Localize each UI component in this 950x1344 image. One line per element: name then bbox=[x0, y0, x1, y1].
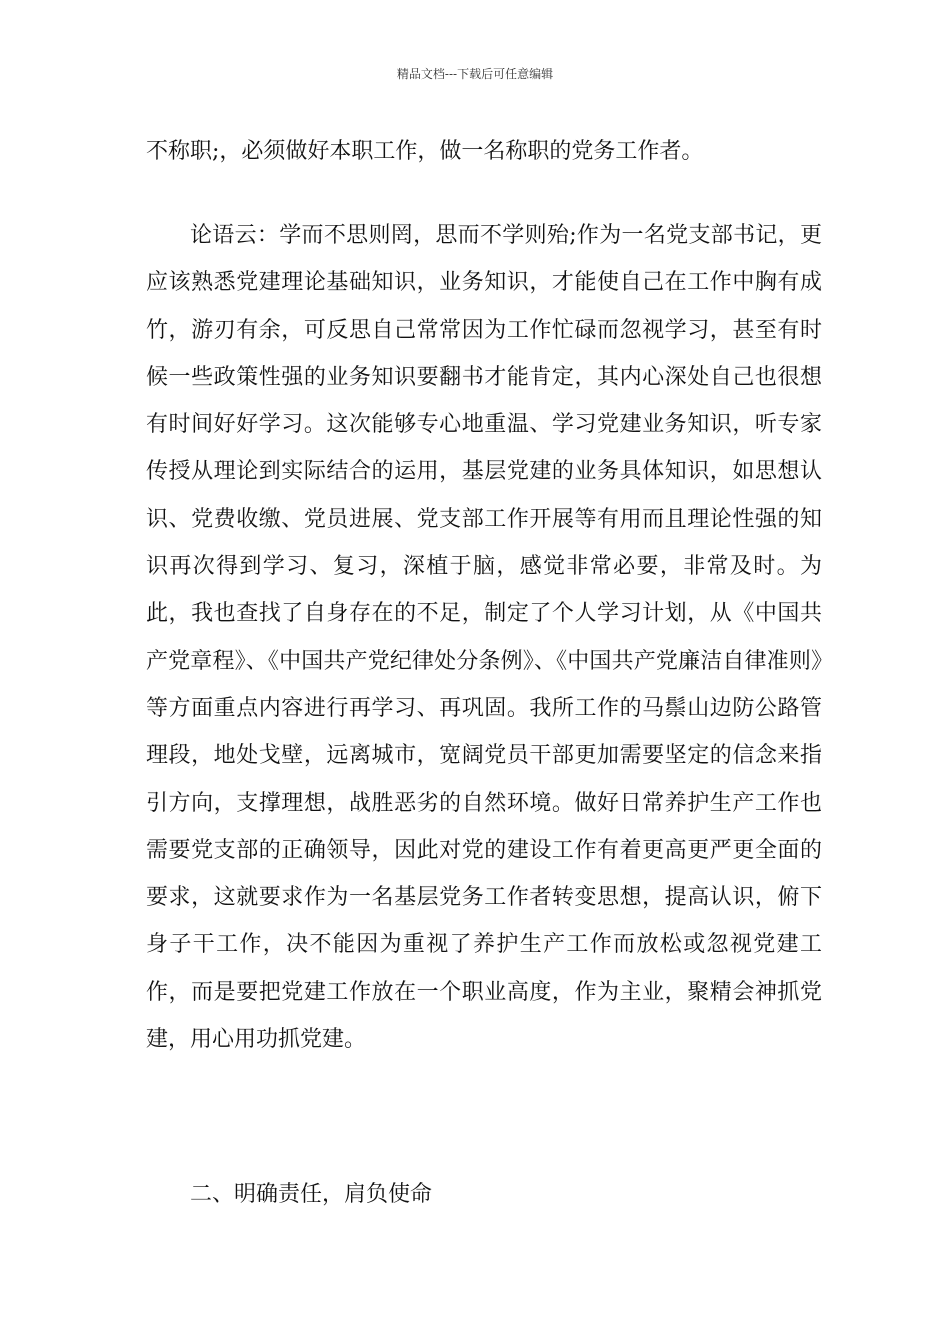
paragraph-continuation: 不称职;，必须做好本职工作，做一名称职的党务工作者。 bbox=[146, 139, 704, 164]
section-heading: 二、明确责任，肩负使命 bbox=[190, 1182, 433, 1207]
page-header: 精品文档---下载后可任意编辑 bbox=[396, 67, 554, 81]
paragraph-body: 论语云：学而不思则罔，思而不学则殆;作为一名党支部书记，更应该熟悉党建理论基础知识，业务知识，才能使自己在工作中胸有成竹，游刃有余，可反思自己常常因为工作忙碌而忽视学习，甚至有时候一些政策性强的业务知识要翻书才能肯定，其内心深处自己也很想有时间好好学习。这次能够专心地重温、学习党建业务知识，听专家传授从理论到实际结合的运用，基层党建的业务具体知识，如思想认识、党费收缴、党员进展、党支部工作开展等有用而且理论性强的知识再次得到学习、复习，深植于脑，感觉非常必要，非常及时。为此，我也查找了自身存在的不足，制定了个人学习计划，从《中国共产党章程》、《中国共产党纪律处分条例》、《中国共产党廉洁自律准则》等方面重点内容进行再学习、再巩固。我所工作的马鬃山边防公路管理段，地处戈壁，远离城市，宽阔党员干部更加需要坚定的信念来指引方向，支撑理想，战胜恶劣的自然环境。做好日常养护生产工作也需要党支部的正确领导，因此对党的建设工作有着更高更严更全面的要求，这就要求作为一名基层党务工作者转变思想，提高认识，俯下身子干工作，决不能因为重视了养护生产工作而放松或忽视党建工作，而是要把党建工作放在一个职业高度，作为主业，聚精会神抓党建，用心用功抓党建。 bbox=[146, 223, 822, 1053]
